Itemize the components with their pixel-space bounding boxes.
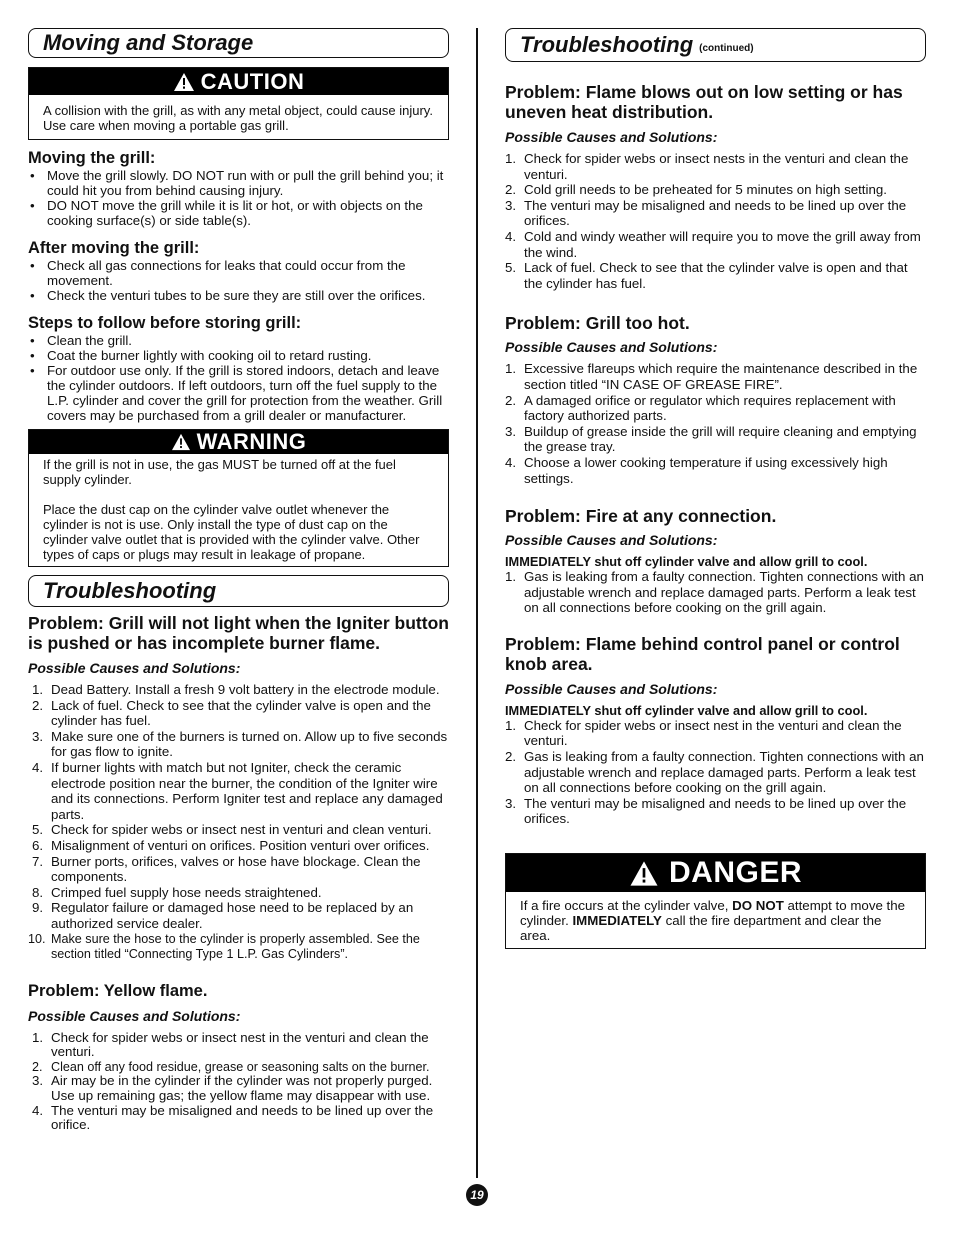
caution-bar: [29, 68, 448, 95]
list-item: [32, 760, 449, 822]
list-item: [32, 1074, 449, 1103]
moving-grill-section: [28, 148, 449, 228]
warning-label: WARNING: [196, 429, 307, 454]
item-number: 3.: [505, 197, 517, 213]
list-item: • Move the grill slowly. DO NOT run with or pull the grill behind you; it could hit you from behind causing injury.: [28, 168, 449, 198]
item-number: 1.: [505, 717, 517, 733]
item-text: Burner ports, orifices, valves or hose have blockage. Clean the components.: [51, 853, 421, 885]
list-item: • Coat the burner lightly with cooking oil to retard rusting.: [28, 348, 449, 363]
list-item: [32, 854, 449, 885]
item-text: Make sure one of the burners is turned on. Allow up to five seconds for gas flow to ignite.: [51, 728, 448, 760]
problem-fire-at-connection: [505, 506, 926, 616]
danger-text-part: If a fire occurs at the cylinder valve,: [520, 898, 733, 914]
causes-heading: Possible Causes and Solutions:: [505, 339, 718, 356]
item-number: 5.: [505, 260, 517, 276]
list-item: [505, 151, 926, 182]
item-number: 4.: [32, 759, 44, 775]
danger-bold-part: IMMEDIATELY: [572, 913, 662, 929]
list-item: [505, 718, 926, 749]
item-number: 1.: [505, 569, 517, 585]
item-number: 5.: [32, 822, 44, 838]
list-item: [505, 424, 926, 455]
problem-grill-too-hot: [505, 313, 926, 486]
item-number: 1.: [505, 151, 517, 166]
immediate-instruction: IMMEDIATELY shut off cylinder valve and allow grill to cool.: [505, 554, 868, 570]
causes-heading: Possible Causes and Solutions:: [28, 1007, 241, 1024]
item-text: Check for spider webs or insect nest in the venturi and clean the venturi.: [51, 1029, 429, 1060]
item-text: Check for spider webs or insect nest in the venturi and clean the venturi.: [524, 717, 902, 749]
right-column: [505, 28, 926, 949]
item-text: Choose a lower cooking temperature if using excessively high settings.: [524, 454, 888, 486]
list-item: [32, 1060, 449, 1075]
column-divider: [476, 28, 478, 1178]
problem1-list: [28, 682, 449, 963]
list-item: [505, 749, 926, 796]
danger-bold-part: DO NOT: [732, 898, 784, 914]
causes-heading: Possible Causes and Solutions:: [505, 129, 718, 145]
item-number: 1.: [505, 361, 517, 377]
item-text: A damaged orifice or regulator which requires replacement with factory authorized parts.: [524, 392, 896, 424]
danger-text: [506, 892, 925, 948]
item-text: Air may be in the cylinder if the cylinder was not properly purged. Use up remaining gas; the yellow flame may disappear with use.: [51, 1073, 433, 1104]
storing-title: Steps to follow before storing grill:: [28, 314, 302, 332]
moving-grill-list: [28, 168, 449, 228]
troubleshooting-continued-header: [505, 28, 926, 62]
section-title: Moving and Storage: [43, 30, 254, 55]
item-number: 2.: [505, 182, 517, 198]
list-item: [32, 900, 449, 931]
warning-triangle-icon: [173, 72, 195, 92]
troubleshooting-header: [28, 575, 449, 607]
problem-yellow-flame: [28, 981, 449, 1133]
item-text: Buildup of grease inside the grill will require cleaning and emptying the grease tray.: [524, 423, 917, 455]
item-number: 4.: [32, 1102, 44, 1118]
after-moving-list: [28, 258, 449, 303]
problem3-list: [505, 151, 926, 291]
item-text: Regulator failure or damaged hose need to be replaced by an authorized service dealer.: [51, 900, 414, 931]
list-item: [32, 1104, 449, 1133]
item-number: 9.: [32, 900, 44, 916]
item-text: Lack of fuel. Check to see that the cylinder valve is open and the cylinder has fuel.: [51, 697, 431, 729]
problem-flame-behind-panel: [505, 634, 926, 827]
problem-grill-not-light: [28, 613, 449, 963]
storing-list: [28, 333, 449, 423]
list-item: [505, 229, 926, 260]
problem6-list: [505, 718, 926, 827]
item-number: 8.: [32, 884, 44, 900]
list-item: [32, 1031, 449, 1060]
problem5-list: [505, 569, 926, 616]
warning-triangle-icon: [629, 860, 659, 887]
after-moving-title: After moving the grill:: [28, 239, 200, 257]
caution-box: [28, 67, 449, 140]
problem4-list: [505, 361, 926, 486]
section-title: Troubleshooting: [43, 578, 217, 603]
list-item: [32, 838, 449, 854]
item-text: Gas is leaking from a faulty connection. Tighten connections with an adjustable wrench and replace damaged parts. Perform a leak test on all connections before cooking on the grill again.: [524, 569, 924, 616]
item-text: Excessive flareups which require the maintenance described in the section titled “IN CASE OF GREASE FIRE”.: [524, 361, 918, 392]
item-number: 10.: [28, 931, 46, 946]
list-item: [32, 822, 449, 838]
item-text: Make sure the hose to the cylinder is properly assembled. See the section titled “Connecting Type 1 L.P. Gas Cylinders”.: [51, 931, 420, 962]
problem-title: Problem: Yellow flame.: [28, 981, 208, 1000]
item-number: 3.: [505, 423, 517, 439]
problem-title: Problem: Flame blows out on low setting or has uneven heat distribution.: [505, 82, 903, 122]
item-number: 4.: [505, 228, 517, 244]
problem-title: Problem: Grill will not light when the Igniter button is pushed or has incomplete burner flame.: [28, 613, 449, 653]
list-item: • For outdoor use only. If the grill is stored indoors, detach and leave the cylinder outdoors. If left outdoors, turn off the fuel supply to the L.P. cylinder and cover the grill for protection from the weather. Grill covers may be purchased from a grill dealer or manufacturer.: [28, 363, 449, 423]
danger-box: [505, 853, 926, 949]
warning-paragraph-2: Place the dust cap on the cylinder valve outlet whenever the cylinder is not is use. Only install the type of dust cap on the cylinder valve outlet that is provided with the cylinder valve. Other types of caps or plugs may result in leakage of propane.: [43, 502, 420, 562]
warning-triangle-icon: [171, 433, 191, 451]
caution-text: [29, 95, 448, 139]
item-text: Misalignment of venturi on orifices. Position venturi over orifices.: [51, 837, 430, 853]
item-number: 7.: [32, 853, 44, 869]
item-text: The venturi may be misaligned and needs to be lined up over the orifices.: [524, 795, 907, 827]
item-text: Check for spider webs or insect nests in the venturi and clean the venturi.: [524, 151, 909, 182]
caution-label: CAUTION: [200, 68, 305, 94]
immediate-instruction: IMMEDIATELY shut off cylinder valve and allow grill to cool.: [505, 702, 868, 718]
item-number: 2.: [32, 1059, 43, 1074]
list-item: [505, 796, 926, 827]
storing-section: [28, 313, 449, 423]
causes-heading: Possible Causes and Solutions:: [505, 532, 718, 549]
item-number: 3.: [32, 728, 44, 744]
item-text: Cold and windy weather will require you to move the grill away from the wind.: [524, 228, 921, 260]
item-number: 6.: [32, 837, 44, 853]
item-text: Check for spider webs or insect nest in venturi and clean venturi.: [51, 822, 432, 838]
list-item: [32, 885, 449, 901]
list-item: [32, 682, 449, 698]
item-text: Cold grill needs to be preheated for 5 minutes on high setting.: [524, 182, 887, 198]
list-item: • Clean the grill.: [28, 333, 449, 348]
problem2-list: [28, 1031, 449, 1133]
list-item: [505, 260, 926, 291]
item-text: Lack of fuel. Check to see that the cylinder valve is open and that the cylinder has fuel.: [524, 260, 908, 291]
item-text: Crimped fuel supply hose needs straightened.: [51, 884, 322, 900]
list-item: [32, 729, 449, 760]
list-item: [505, 393, 926, 424]
item-number: 2.: [505, 392, 517, 408]
item-number: 1.: [32, 1029, 44, 1045]
problem-title: Problem: Flame behind control panel or control knob area.: [505, 633, 900, 674]
warning-bar: [29, 430, 448, 454]
caution-paragraph: A collision with the grill, as with any metal object, could cause injury. Use care when moving a portable gas grill.: [43, 103, 433, 133]
causes-heading: Possible Causes and Solutions:: [28, 660, 241, 676]
danger-text-part: attempt to move the cylinder.: [520, 898, 906, 929]
left-column: [28, 28, 449, 1133]
warning-paragraph-1: If the grill is not in use, the gas MUST be turned off at the fuel supply cylinder.: [43, 457, 396, 487]
item-number: 2.: [505, 749, 517, 765]
continued-label: (continued): [699, 42, 754, 54]
danger-paragraph: [520, 898, 911, 943]
warning-box: [28, 429, 449, 567]
danger-bar: [506, 854, 925, 892]
item-text: The venturi may be misaligned and needs to be lined up over the orifice.: [51, 1102, 434, 1133]
item-text: Clean off any food residue, grease or seasoning salts on the burner.: [51, 1059, 430, 1074]
list-item: [505, 198, 926, 229]
moving-storage-header: [28, 28, 449, 58]
danger-text-part: call the fire department and clear the area.: [520, 913, 882, 944]
section-title: Troubleshooting: [520, 32, 694, 57]
problem-title: Problem: Fire at any connection.: [505, 506, 777, 527]
after-moving-section: [28, 238, 449, 303]
page-number: 19: [466, 1184, 488, 1206]
danger-label: DANGER: [668, 856, 802, 890]
item-text: If burner lights with match but not Igniter, check the ceramic electrode position near the burner, the condition of the Igniter wire and its connections. Perform Igniter test and replace any damaged parts.: [51, 759, 443, 822]
item-text: The venturi may be misaligned and needs to be lined up over the orifices.: [524, 197, 907, 229]
problem-title: Problem: Grill too hot.: [505, 313, 690, 334]
moving-grill-title: Moving the grill:: [28, 149, 156, 167]
list-item: • Check all gas connections for leaks that could occur from the movement.: [28, 258, 449, 288]
warning-text: [29, 454, 448, 566]
list-item: [505, 182, 926, 198]
list-item: [28, 932, 449, 963]
item-text: Dead Battery. Install a fresh 9 volt battery in the electrode module.: [51, 682, 440, 697]
item-number: 1.: [32, 682, 44, 697]
list-item: [505, 455, 926, 486]
item-number: 2.: [32, 697, 44, 713]
problem-flame-blows-out: [505, 82, 926, 291]
item-number: 3.: [32, 1073, 44, 1089]
item-text: Gas is leaking from a faulty connection. Tighten connections with an adjustable wrench and replace damaged parts. Perform a leak test on all connections before cooking on the grill again.: [524, 749, 924, 796]
list-item: [505, 361, 926, 392]
list-item: • Check the venturi tubes to be sure they are still over the orifices.: [28, 288, 449, 303]
causes-heading: Possible Causes and Solutions:: [505, 680, 718, 697]
item-number: 4.: [505, 454, 517, 470]
item-number: 3.: [505, 795, 517, 811]
list-item: • DO NOT move the grill while it is lit or hot, or with objects on the cooking surface(s) or side table(s).: [28, 198, 449, 228]
list-item: [32, 698, 449, 729]
list-item: [505, 569, 926, 616]
